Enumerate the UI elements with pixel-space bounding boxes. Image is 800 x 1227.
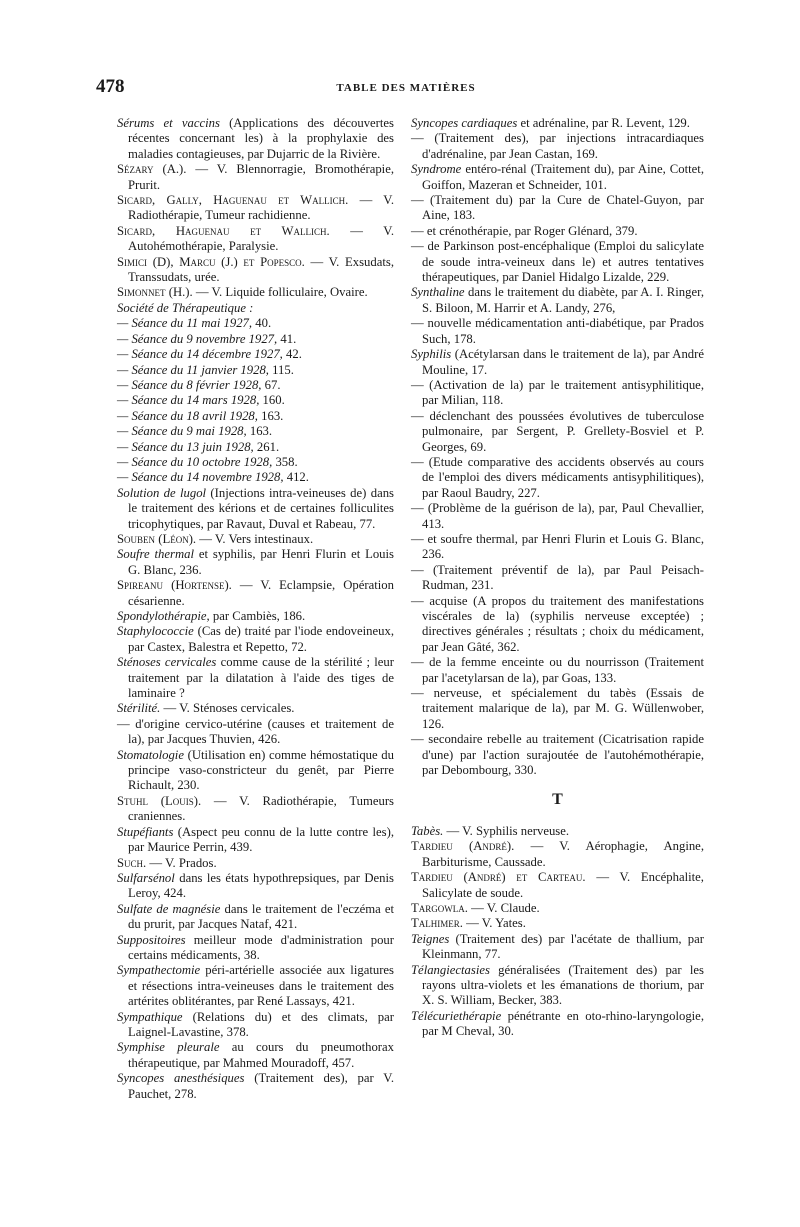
- index-entry-heading: Souben (Léon).: [117, 531, 197, 546]
- index-entry: [117, 363, 394, 378]
- index-entry-text: 163.: [246, 424, 273, 439]
- index-entry: [117, 609, 394, 624]
- index-entry-text: comme cause de la stérilité ; leur traitement par la dilatation à l'aide des tiges de laminaire ?: [128, 655, 394, 701]
- page-number: 478: [96, 76, 125, 97]
- index-entry-text: (Applications des découvertes récentes concernant les) à la prophylaxie des maladies contagieuses, par Dujarric de la Rivière.: [128, 116, 394, 161]
- index-entry-text: — (Etude comparative des accidents observés au cours de l'emploi des divers médicaments antisyphilitiques), par Raoul Baudry, 227.: [411, 454, 704, 500]
- index-entry-text: 160.: [259, 393, 285, 408]
- index-entry-text: — V. Autohémothérapie, Paralysie.: [128, 223, 394, 254]
- index-entry: [411, 1009, 704, 1040]
- index-entry-text: 40.: [252, 316, 272, 331]
- index-entry-text: — et soufre thermal, par Henri Flurin et Louis G. Blanc, 236.: [411, 531, 704, 562]
- index-entry-text: (Acétylarsan dans le traitement de la), par André Mouline, 17.: [422, 347, 704, 377]
- index-entry-heading: Simonnet (H.).: [117, 285, 193, 300]
- index-entry-text: et syphilis, par Henri Flurin et Louis G. Blanc, 236.: [128, 547, 394, 577]
- index-entry-text: 261.: [253, 439, 280, 454]
- index-entry: [117, 455, 394, 470]
- index-entry: [117, 393, 394, 408]
- index-entry: [117, 470, 394, 485]
- index-entry-heading: — Séance du 9 mai 1928,: [117, 424, 247, 439]
- index-entry: [411, 824, 704, 839]
- index-entry-heading: Sympathique: [117, 1009, 183, 1024]
- index-entry: [117, 963, 394, 1009]
- index-entry-text: par Cambiès, 186.: [209, 609, 306, 623]
- index-entry-heading: Sérums et vaccins: [117, 116, 220, 130]
- index-entry: [411, 963, 704, 1009]
- running-title: TABLE DES MATIÈRES: [336, 82, 476, 94]
- index-entry: [117, 424, 394, 439]
- index-entry: [411, 455, 704, 501]
- index-entry: [117, 1040, 394, 1071]
- index-entry-heading: Teignes: [411, 931, 450, 946]
- index-entry-text: — V. Syphilis nerveuse.: [443, 823, 570, 838]
- index-entry-text: — (Traitement du) par la Cure de Chatel-Guyon, par Aine, 183.: [411, 193, 704, 223]
- index-entry-heading: Solution de lugol: [117, 485, 207, 500]
- index-entry-text: — et crénothérapie, par Roger Glénard, 379.: [411, 223, 638, 238]
- index-entry: [411, 116, 704, 131]
- index-entry-text: (Utilisation en) comme hémostatique du principe vaso-constricteur du genêt, par Pierre Richault, 230.: [128, 747, 394, 793]
- index-entry: [411, 563, 704, 594]
- index-entry-text: — V. Radiothérapie, Tumeur rachidienne.: [128, 193, 394, 223]
- index-entry: [411, 378, 704, 409]
- index-entry-text: — V. Blennorragie, Bromothérapie, Prurit.: [128, 162, 394, 192]
- index-entry-heading: Tardieu (André).: [411, 839, 515, 854]
- index-entry: [117, 624, 394, 655]
- index-entry-text: — V. Sténoses cervicales.: [160, 701, 295, 716]
- index-entry: [411, 501, 704, 532]
- index-entry: [117, 224, 394, 255]
- index-entry-heading: Symphise pleurale: [117, 1040, 220, 1055]
- index-entry: [117, 794, 394, 825]
- index-entry-text: au cours du pneumothorax thérapeutique, par Mahmed Mouradoff, 457.: [128, 1040, 395, 1070]
- index-entry-text: 41.: [277, 331, 297, 346]
- index-entry-heading: — Séance du 14 décembre 1927,: [117, 347, 283, 362]
- index-entry-text: (Cas de) traité par l'iode endoveineux, par Castex, Balestra et Repetto, 72.: [128, 624, 394, 654]
- index-entry-heading: — Séance du 14 mars 1928,: [117, 393, 260, 408]
- index-entry: [117, 933, 394, 964]
- index-entry: [411, 409, 704, 455]
- index-entry: [117, 825, 394, 856]
- index-entry-text: 42.: [282, 347, 302, 362]
- index-entry-text: — V. Claude.: [467, 900, 540, 915]
- index-entry: [411, 239, 704, 285]
- index-entry: [117, 301, 394, 316]
- index-entries-t: [411, 824, 704, 1040]
- index-entry-heading: Stomatologie: [117, 747, 184, 762]
- index-entry: [411, 732, 704, 778]
- index-entry: [411, 532, 704, 563]
- index-entry-heading: Société de Thérapeutique :: [117, 300, 254, 315]
- index-entry-heading: Stuhl (Louis).: [117, 793, 202, 808]
- index-entry-text: — V. Prados.: [146, 855, 217, 870]
- index-entry-heading: Spondylothérapie,: [117, 609, 210, 623]
- index-entry-heading: Tardieu (André) et Carteau.: [411, 870, 586, 885]
- index-entry-heading: Such.: [117, 855, 147, 870]
- index-entry-heading: Tabès.: [411, 823, 444, 838]
- index-entry-text: — V. Yates.: [462, 916, 526, 931]
- index-entry-text: — nouvelle médicamentation anti-diabétique, par Prados Such, 178.: [411, 316, 704, 346]
- index-entry-heading: — Séance du 10 octobre 1928,: [117, 454, 273, 469]
- index-entries-s-continued: [411, 116, 704, 778]
- index-entry-heading: Stupéfiants: [117, 824, 174, 839]
- index-entry-heading: Stérilité.: [117, 701, 161, 716]
- index-entry: [411, 655, 704, 686]
- index-entry: [411, 285, 704, 316]
- index-entry: [117, 378, 394, 393]
- index-entry-heading: Spireanu (Hortense).: [117, 578, 232, 593]
- index-entry-heading: Soufre thermal: [117, 547, 194, 562]
- index-entry-text: — V. Vers intestinaux.: [196, 531, 314, 546]
- index-entry: [117, 902, 394, 933]
- index-entry-text: et adrénaline, par R. Levent, 129.: [517, 116, 690, 130]
- index-entry: [117, 193, 394, 224]
- index-entry-heading: — Séance du 11 mai 1927,: [117, 316, 253, 331]
- index-entry: [117, 486, 394, 532]
- index-entry-heading: Sézary (A.).: [117, 162, 187, 177]
- index-entry: [411, 347, 704, 378]
- index-entry-heading: — Séance du 18 avril 1928,: [117, 408, 258, 423]
- index-entry: [117, 285, 394, 300]
- index-entry: [117, 1071, 394, 1102]
- index-entry: [411, 839, 704, 870]
- index-entry-text: — nerveuse, et spécialement du tabès (Essais de traitement malarique de la), par M. G. Wüllenwober, 126.: [411, 686, 704, 731]
- index-entry-heading: — Séance du 8 février 1928,: [117, 377, 262, 392]
- index-entry-text: meilleur mode d'administration pour certains médicaments, 38.: [128, 932, 394, 962]
- index-entry-heading: Sympathectomie: [117, 963, 201, 978]
- index-entry-text: — (Activation de la) par le traitement antisyphilitique, par Milian, 118.: [411, 377, 704, 408]
- page-header: [96, 76, 716, 106]
- index-entry: [117, 748, 394, 794]
- index-entry-heading: Talhimer.: [411, 916, 463, 931]
- index-entry: [411, 162, 704, 193]
- index-entry-text: péri-artérielle associée aux ligatures et résections intra-veineuses dans le traitement des artérites oblitérantes, par René Lassays, 421.: [128, 963, 394, 1009]
- index-entry-text: — V. Eclampsie, Opération césarienne.: [128, 578, 394, 608]
- index-entry-text: — d'origine cervico-utérine (causes et traitement de la), par Jacques Thuvien, 426.: [117, 716, 394, 747]
- index-entry: [117, 717, 394, 748]
- index-entry: [411, 594, 704, 656]
- index-entry: [117, 440, 394, 455]
- index-entry: [117, 255, 394, 286]
- index-entry: [117, 547, 394, 578]
- index-entry-text: dans les états hypothrepsiques, par Denis Leroy, 424.: [128, 870, 394, 901]
- index-entry-heading: Suppositoires: [117, 932, 186, 947]
- index-entry: [117, 856, 394, 871]
- index-entry: [411, 131, 704, 162]
- index-entry: [411, 193, 704, 224]
- index-entry-heading: Télécuriethérapie: [411, 1008, 502, 1023]
- index-entry-text: (Relations du) et des climats, par Laignel-Lavastine, 378.: [128, 1009, 394, 1039]
- index-entry-heading: Simici (D), Marcu (J.) et Popesco.: [117, 254, 305, 269]
- index-entry-text: — acquise (A propos du traitement des manifestations viscérales de la) (syphilis nerveuse exceptée) ; directives générales ; résultats ; choix du médicament, par Jean Gâté, 362.: [411, 593, 704, 654]
- index-entry-text: entéro-rénal (Traitement du), par Aine, Cottet, Goiffon, Mazeran et Schneider, 101.: [422, 162, 704, 192]
- index-entry: [117, 162, 394, 193]
- index-entry: [411, 932, 704, 963]
- index-entry: [117, 532, 394, 547]
- index-entry-text: — V. Exsudats, Transsudats, urée.: [128, 254, 395, 285]
- index-entry: [411, 901, 704, 916]
- index-entry: [117, 655, 394, 701]
- index-entry-text: — déclenchant des poussées évolutives de tuberculose pulmonaire, par Sergent, P. Grellety-Bosviel et P. Georges, 69.: [411, 408, 704, 454]
- index-entry-text: pénétrante en oto-rhino-laryngologie, par M Cheval, 30.: [422, 1008, 704, 1039]
- index-entry: [117, 1010, 394, 1041]
- index-entry-heading: — Séance du 13 juin 1928,: [117, 439, 254, 454]
- index-entry: [411, 224, 704, 239]
- index-entry-text: — de la femme enceinte ou du nourrisson (Traitement par l'acetylarsan de la), par Goas, 133.: [411, 655, 704, 685]
- index-entry-text: — V. Aérophagie, Angine, Barbiturisme, Caussade.: [422, 839, 704, 869]
- index-entry-heading: Sténoses cervicales: [117, 655, 217, 670]
- index-entry-heading: Staphylococcie: [117, 624, 194, 639]
- index-entry-text: 67.: [261, 377, 281, 392]
- index-entry-text: — V. Encéphalite, Salicylate de soude.: [422, 870, 704, 900]
- index-entry-text: — secondaire rebelle au traitement (Cicatrisation rapide d'une) par l'action surajoutée de l'autohémothérapie, par Debombourg, 330.: [411, 732, 704, 778]
- index-entry: [117, 116, 394, 162]
- index-entry: [117, 347, 394, 362]
- index-entry-heading: Syphilis: [411, 347, 452, 362]
- index-entry-text: dans le traitement de l'eczéma et du prurit, par Jacques Nataf, 421.: [128, 901, 395, 932]
- index-entry-text: — (Traitement préventif de la), par Paul Peisach-Rudman, 231.: [411, 562, 704, 593]
- index-column-left: [117, 116, 394, 1102]
- index-entry-heading: Syndrome: [411, 162, 462, 177]
- index-entry-heading: Sulfarsénol: [117, 870, 175, 885]
- index-entry-heading: Syncopes cardiaques: [411, 116, 518, 130]
- index-entry-heading: Sulfate de magnésie: [117, 901, 221, 916]
- index-entry-text: 163.: [257, 408, 284, 423]
- index-entry-text: 115.: [268, 362, 294, 377]
- index-entry: [411, 916, 704, 931]
- index-entry-heading: Synthaline: [411, 285, 465, 300]
- index-entry: [117, 701, 394, 716]
- index-entry-text: (Traitement des), par V. Pauchet, 278.: [128, 1071, 394, 1101]
- index-entry: [117, 871, 394, 902]
- index-entry-text: — (Traitement des), par injections intracardiaques d'adrénaline, par Jean Castan, 169.: [411, 131, 704, 161]
- index-entry-text: 412.: [283, 470, 309, 485]
- index-entry-text: (Traitement des) par l'acétate de thallium, par Kleinmann, 77.: [422, 931, 704, 962]
- index-entry-heading: — Séance du 9 novembre 1927,: [117, 331, 278, 346]
- index-entry-heading: Sicard, Gally, Haguenau et Wallich.: [117, 193, 349, 208]
- index-entry-heading: Syncopes anesthésiques: [117, 1071, 245, 1086]
- index-entry-heading: — Séance du 11 janvier 1928,: [117, 362, 269, 377]
- index-entry-text: — V. Liquide folliculaire, Ovaire.: [192, 285, 368, 300]
- index-column-right: [411, 116, 704, 1040]
- index-entry: [117, 316, 394, 331]
- index-entry-heading: Targowla.: [411, 900, 468, 915]
- index-entry-heading: Sicard, Haguenau et Wallich.: [117, 223, 330, 238]
- index-entry-text: — de Parkinson post-encéphalique (Emploi du salicylate de soude intra-veineux dans le) et autres tentatives thérapeutiques, par Daniel Hidalgo Lizalde, 229.: [411, 239, 704, 285]
- index-entry-heading: Télangiectasies: [411, 962, 490, 977]
- index-entry-heading: — Séance du 14 novembre 1928,: [117, 470, 284, 485]
- index-entry: [117, 578, 394, 609]
- section-letter: T: [552, 791, 563, 809]
- index-entry-text: (Aspect peu connu de la lutte contre les), par Maurice Perrin, 439.: [128, 824, 394, 855]
- index-entry-text: dans le traitement du diabète, par A. I. Ringer, S. Biloon, M. Harrir et A. Landy, 276,: [422, 285, 704, 315]
- index-entry: [117, 409, 394, 424]
- index-entry-text: — V. Radiothérapie, Tumeurs craniennes.: [128, 793, 394, 824]
- index-entry-text: (Injections intra-veineuses de) dans le traitement des kérions et de certaines folliculites tricophytiques, par Ravaut, Duval et Rabeau, 77.: [128, 485, 394, 531]
- index-entry: [411, 870, 704, 901]
- index-entry-text: — (Problème de la guérison de la), par, Paul Chevallier, 413.: [411, 501, 704, 531]
- index-entry: [117, 332, 394, 347]
- index-entry-text: 358.: [272, 454, 298, 469]
- index-entry: [411, 686, 704, 732]
- index-entry-text: généralisées (Traitement des) par les rayons ultra-violets et les émanations de thorium, par X. S. William, Becker, 383.: [422, 962, 704, 1008]
- index-entry: [411, 316, 704, 347]
